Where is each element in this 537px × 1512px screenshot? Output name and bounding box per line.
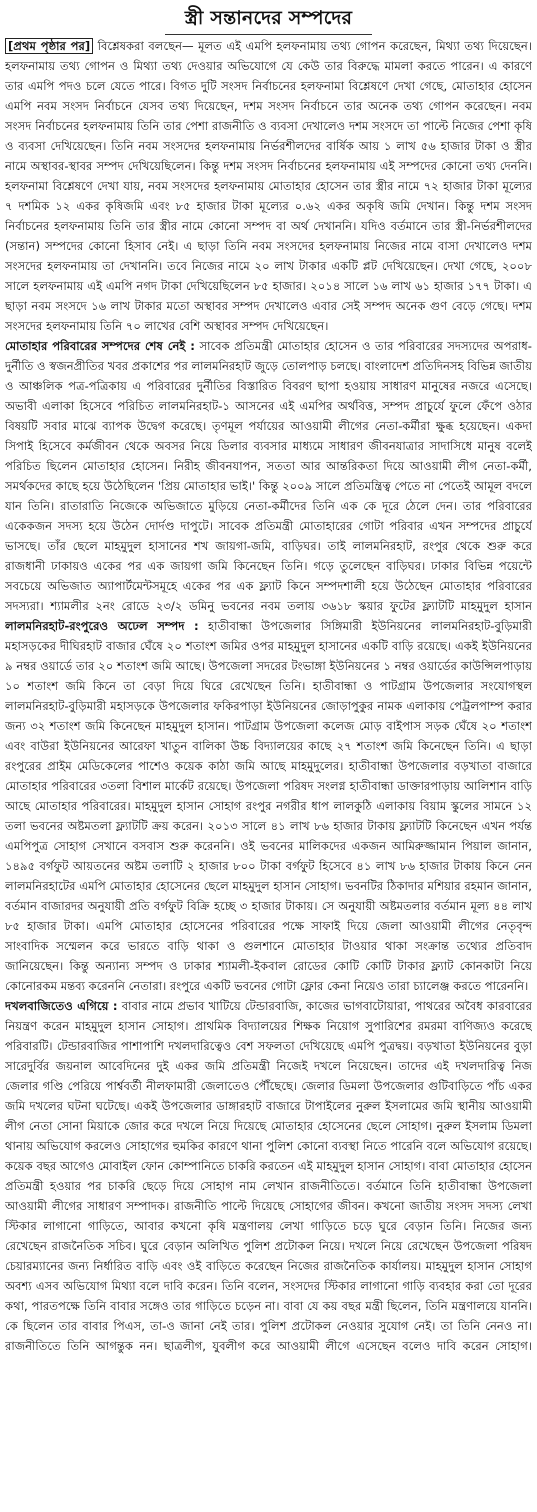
paragraph-text: বিশ্লেষকরা বলছেন— মূলত এই এমপি হলফনামায় তথ্য গোপন করেছেন, মিথ্যা তথ্য দিয়েছেন। হলফনামায় তথ্য গোপন ও মিথ্যা তথ্য দেওয়ার অভিযোগে যে কেউ তার বিরুদ্ধে মামলা করতে পারেন। এ কারণে তার এমপি পদও চলে যেতে পারে। বিগত দুটি সংসদ নির্বাচনের হলফনামা বিশ্লেষণে দেখা গেছে, মোতাহার হোসেন এমপি নবম সংসদ নির্বাচনে যেসব তথ্য দিয়েছেন, দশম সংসদ নির্বাচনে তার অনেক তথ্য গোপন করেছেন। নবম সংসদ নির্বাচনের হলফনামায় তিনি তার পেশা রাজনীতি ও ব্যবসা দেখালেও দশম সংসদে তা পাল্টে নিজের পেশা কৃষি ও ব্যবসা দেখিয়েছেন। তিনি নবম সংসদের হলফনামায় নির্ভরশীলদের বার্ষিক আয় ১ লাখ ৫৬ হাজার টাকা ও স্ত্রীর নামে অস্থাবর-স্থাবর সম্পদ দেখিয়েছিলেন। কিন্তু দশম সংসদ নির্বাচনের হলফনামায় এই সম্পদের কোনো তথ্য দেননি। হলফনামা বিশ্লেষণে দেখা যায়, নবম সংসদের হলফনামায় মোতাহার হোসেন তার স্ত্রীর নামে ৭২ হাজার টাকা মূল্যের ৭ দশমিক ১২ একর কৃষিজমি এবং ৮৫ হাজার টাকা মূল্যের ০.৬২ একর অকৃষি জমি দেখান। কিন্তু দশম সংসদ নির্বাচনের হলফনামায় তিনি তার স্ত্রীর নামে কোনো সম্পদ বা অর্থ দেখাননি। যদিও বর্তমানে তার স্ত্রী-নির্ভরশীলদের (সন্তান) সম্পদের কোনো হিসাব নেই। এ ছাড়া তিনি নবম সংসদের হলফনামায় নিজের নামে বাসা দেখালেও দশম সংসদের হলফনামায় তা দেখাননি। তবে নিজের নামে ২০ লাখ টাকার একটি প্লট দেখিয়েছেন। দেখা গেছে, ২০০৮ সালে হলফনামায় এই এমপি নগদ টাকা দেখিয়েছিলেন ৮৫ হাজার। ২০১৪ সালে ১৬ লাখ ৬১ হাজার ১৭৭ টাকা। এ ছাড়া নবম সংসদে ১৬ লাখ টাকার মতো অস্থাবর সম্পদ দেখালেও এবার সেই সম্পদ অনেক গুণ বেড়ে গেছে। দশম সংসদের হলফনামায় তিনি ৭০ লাখের বেশি অস্থাবর সম্পদ দেখিয়েছেন। [5, 39, 532, 333]
paragraph-land-grabbing [5, 996, 532, 1356]
headline: স্ত্রী সন্তানদের সম্পদের [184, 7, 353, 29]
article-body [5, 36, 532, 1356]
section-subhead: লালমনিরহাট-রংপুরেও অঢেল সম্পদ : [5, 619, 199, 633]
section-subhead: দখলবাজিতেও এগিয়ে : [5, 999, 118, 1013]
paragraph-lalmonirhat-rangpur-assets [5, 616, 532, 996]
section-subhead: মোতাহার পরিবারের সম্পদের শেষ নেই : [5, 339, 195, 353]
paragraph-motahar-family-assets [5, 336, 532, 616]
headline-underline [165, 34, 372, 35]
paragraph-continuation [5, 36, 532, 336]
paragraph-text: সাবেক প্রতিমন্ত্রী মোতাহার হোসেন ও তার পরিবারের সদস্যদের অপরাধ-দুর্নীতি ও স্বজনপ্রীতির খবর প্রকাশের পর লালমনিরহাট জুড়ে তোলপাড় চলছে। বাংলাদেশ প্রতিদিনসহ বিভিন্ন জাতীয় ও আঞ্চলিক পত্র-পত্রিকায় এ পরিবারের দুর্নীতির বিস্তারিত বিবরণ ছাপা হওয়ায় সাধারণ মানুষের নজরে এসেছে। অভাবী এলাকা হিসেবে পরিচিত লালমনিরহাট-১ আসনের এই এমপির অর্থবিত্ত, সম্পদ প্রাচুর্যে ফুলে ফেঁপে ওঠার বিষয়টি সবার মাঝে ব্যাপক উদ্বেগ করেছে। তৃণমূল পর্যায়ের আওয়ামী লীগের নেতা-কর্মীরা ক্ষুব্ধ হয়েছেন। একদা সিপাই হিসেবে কর্মজীবন থেকে অবসর নিয়ে ডিলার ব্যবসার মাধ্যমে সাধারণ জীবনযাত্রার সাদাসিধে মানুষ বলেই পরিচিত ছিলেন মোতাহার হোসেন। নিরীহ জীবনযাপন, সততা আর আন্তরিকতা দিয়ে আওয়ামী লীগ নেতা-কর্মী, সমর্থকদের কাছে হয়ে উঠেছিলেন 'প্রিয় মোতাহার ভাই।' কিন্তু ২০০৯ সালে প্রতিমন্ত্রিত্ব পেতে না পেতেই আমূল বদলে যান তিনি। রাতারাতি নিজেকে অভিজাতে মুড়িয়ে নেতা-কর্মীদের তিনি এক কে দূরে ঠেলে দেন। তার পরিবারের একেকজন সদস্য হয়ে উঠেন দোর্দণ্ড দাপুটে। সাবেক প্রতিমন্ত্রী মোতাহারের গোটা পরিবার এখন সম্পদের প্রাচুর্যে ভাসছে। তাঁর ছেলে মাহমুদুল হাসানের শখ জায়গা-জমি, বাড়িঘর। তাই লালমনিরহাট, রংপুর থেকে শুরু করে রাজধানী ঢাকায়ও একের পর এক জায়গা জমি কিনেছেন তিনি। গড়ে তুলেছেন বাড়িঘর। ঢাকার বিভিন্ন পয়েন্টে সবচেয়ে অভিজাত অ্যাপার্টমেন্টসমূহে একের পর এক ফ্ল্যাট কিনে সম্পদশালী হয়ে উঠেছেন মোতাহার পরিবারের সদস্যরা। শ্যামলীর ২নং রোডে ২৩/২ ডমিনু ভবনের নবম তলায় ৩৬১৮ স্কয়ার ফুটের ফ্ল্যাটটি মাহমুদুল হাসান [5, 339, 532, 613]
paragraph-text: হাতীবান্ধা উপজেলার সিঙ্গিমারী ইউনিয়নের লালমনিরহাট-বুড়িমারী মহাসড়কের দীঘিরহাট বাজার ঘেঁষে ২০ শতাংশ জমির ওপর মাহমুদুল হাসানের একটি বাড়ি রয়েছে। একই ইউনিয়নের ৯ নম্বর ওয়ার্ডে তার ২০ শতাংশ জমি আছে। উপজেলা সদরের টংভাঙ্গা ইউনিয়নের ১ নম্বর ওয়ার্ডের কাউন্সিলপাড়ায় ১০ শতাংশ জমি কিনে তা বেড়া দিয়ে ঘিরে রেখেছেন তিনি। হাতীবান্ধা ও পাটগ্রাম উপজেলার সংযোগস্থল লালমনিরহাট-বুড়িমারী মহাসড়কে উপজেলার ফকিরপাড়া ইউনিয়নের জোড়াপুকুর নামক এলাকায় পেট্রলপাম্প করার জন্য ৩২ শতাংশ জমি কিনেছেন মাহমুদুল হাসান। পাটগ্রাম উপজেলা কলেজ মোড় বাইপাস সড়ক ঘেঁষে ২০ শতাংশ এবং বাউরা ইউনিয়নের আরেফা খাতুন বালিকা উচ্চ বিদ্যালয়ের কাছে ২৭ শতাংশ জমি কিনেছেন তিনি। এ ছাড়া রংপুরের প্রাইম মেডিকেলের পাশেও কয়েক কাঠা জমি আছে মাহমুদুলের। হাতীবান্ধা উপজেলার বড়খাতা বাজারে মোতাহার পরিবারের ৩তলা বিশাল মার্কেট রয়েছে। উপজেলা পরিষদ সংলগ্ন হাতীবান্ধা ডাক্তারপাড়ায় আলিশান বাড়ি আছে মোতাহার পরিবারের। মাহমুদুল হাসান সোহাগ রংপুর নগরীর ধাপ লালকুঠি এলাকায় বিয়াম স্কুলের সামনে ১২ তলা ভবনের অষ্টমতলা ফ্ল্যাটটি ক্রয় করেন। ২০১৩ সালে ৪১ লাখ ৮৬ হাজার টাকায় ফ্ল্যাটটি কিনেছেন এখন পর্যন্ত এমপিপুত্র সোহাগ সেখানে বসবাস শুরু করেননি। ওই ভবনের মালিকদের একজন আমিরুজ্জামান পিয়াল জানান, ১৪৯৫ বর্গফুট আয়তনের অষ্টম তলাটি ২ হাজার ৮০০ টাকা বর্গফুট হিসেবে ৪১ লাখ ৮৬ হাজার টাকায় কিনে নেন লালমনিরহাটের এমপি মোতাহার হোসেনের ছেলে মাহমুদুল হাসান সোহাগ। ভবনটির ঠিকাদার মশিয়ার রহমান জানান, বর্তমান বাজারদর অনুযায়ী প্রতি বর্গফুট বিক্রি হচ্ছে ৩ হাজার টাকায়। সে অনুযায়ী অষ্টমতলার বর্তমান মূল্য ৪৪ লাখ ৮৫ হাজার টাকা। এমপি মোতাহার হোসেনের পরিবারের পক্ষে সাফাই দিয়ে জেলা আওয়ামী লীগের নেতৃবৃন্দ সাংবাদিক সম্মেলন করে ভারতে বাড়ি থাকা ও গুলশানে মোতাহার টাওয়ার থাকা সংক্রান্ত তথ্যের প্রতিবাদ জানিয়েছেন। কিন্তু অন্যান্য সম্পদ ও ঢাকার শ্যামলী-ইকবাল রোডের কোটি কোটি টাকার ফ্ল্যাট কোনকাটা নিয়ে কোনোরকম মন্তব্য করেননি নেতারা। রংপুরে একটি ভবনের গোটা ফ্লোর কেনা নিয়েও তারা চ্যালেঞ্জ করতে পারেননি। [5, 619, 532, 993]
headline-block [5, 4, 532, 36]
continuation-marker: [প্রথম পৃষ্ঠার পর] [5, 38, 93, 54]
paragraph-text: বাবার নামে প্রভাব খাটিয়ে টেন্ডারবাজি, কাজের ভাগবাটোয়ারা, পাথরের অবৈধ কারবারের নিয়ন্ত্রণ করেন মাহমুদুল হাসান সোহাগ। প্রাথমিক বিদ্যালয়ের শিক্ষক নিয়োগ সুপারিশের রমরমা বাণিজ্যও করেছে পরিবারটি। টেন্ডারবাজির পাশাপাশি দখলদারিত্বেও বেশ সফলতা দেখিয়েছে এমপি পুত্রদ্বয়। বড়খাতা ইউনিয়নের বুড়া সারেদুর্বির জয়নাল আবেদিনের দুই একর জমি প্রতিমন্ত্রী নিজেই দখলে নিয়েছেন। তাদের এই দখলদারিত্ব নিজ জেলার গণ্ডি পেরিয়ে পার্শ্ববর্তী নীলফামারী জেলাতেও পৌঁছেছে। জেলার ডিমলা উপজেলার গুটিবাড়িতে পাঁচ একর জমি দখলের ঘটনা ঘটেছে। একই উপজেলার ডাঙ্গারহাট বাজারে টাপাইলের নুরুল ইসলামের জমি স্থানীয় আওয়ামী লীগ নেতা সোনা মিয়াকে জোর করে দখলে নিয়ে দিয়েছে মোতাহার হোসেনের ছেলে সোহাগ। নুরুল ইসলাম ডিমলা থানায় অভিযোগ করলেও সোহাগের হুমকির কারণে থানা পুলিশ কোনো ব্যবস্থা নিতে পারেনি বলে অভিযোগ রয়েছে। কয়েক বছর আগেও মোবাইল ফোন কোম্পানিতে চাকরি করতেন এই মাহমুদুল হাসান সোহাগ। বাবা মোতাহার হোসেন প্রতিমন্ত্রী হওয়ার পর চাকরি ছেড়ে দিয়ে সোহাগ নাম লেখান রাজনীতিতে। বর্তমানে তিনি হাতীবান্ধা উপজেলা আওয়ামী লীগের সাধারণ সম্পাদক। রাজনীতি পাল্টে দিয়েছে সোহাগের জীবন। কখনো জাতীয় সংসদ সদস্য লেখা স্টিকার লাগানো গাড়িতে, আবার কখনো কৃষি মন্ত্রণালয় লেখা গাড়িতে চড়ে ঘুরে বেড়ান তিনি। নিজের জন্য রেখেছেন রাজনৈতিক সচিব। ঘুরে বেড়ান অলিখিত পুলিশ প্রটোকল নিয়ে। দখলে নিয়ে রেখেছেন উপজেলা পরিষদ চেয়ারম্যানের জন্য নির্ধারিত বাড়ি এবং ওই বাড়িতে করেছেন নিজের রাজনৈতিক কার্যালয়। মাহমুদুল হাসান সোহাগ অবশ্য এসব অভিযোগ মিথ্যা বলে দাবি করেন। তিনি বলেন, সংসদের স্টিকার লাগানো গাড়ি ব্যবহার করা তো দূরের কথা, পারতপক্ষে তিনি বাবার সঙ্গেও তার গাড়িতে চড়েন না। বাবা যে কয় বছর মন্ত্রী ছিলেন, তিনি মন্ত্রণালয়ে যাননি। কে ছিলেন তার বাবার পিএস, তা-ও জানা নেই তার। পুলিশ প্রটোকল নেওয়ার সুযোগ নেই। তা তিনি নেনও না। রাজনীতিতে তিনি আগন্তুক নন। ছাত্রলীগ, যুবলীগ করে আওয়ামী লীগে এসেছেন বলেও দাবি করেন সোহাগ। [5, 999, 532, 1353]
